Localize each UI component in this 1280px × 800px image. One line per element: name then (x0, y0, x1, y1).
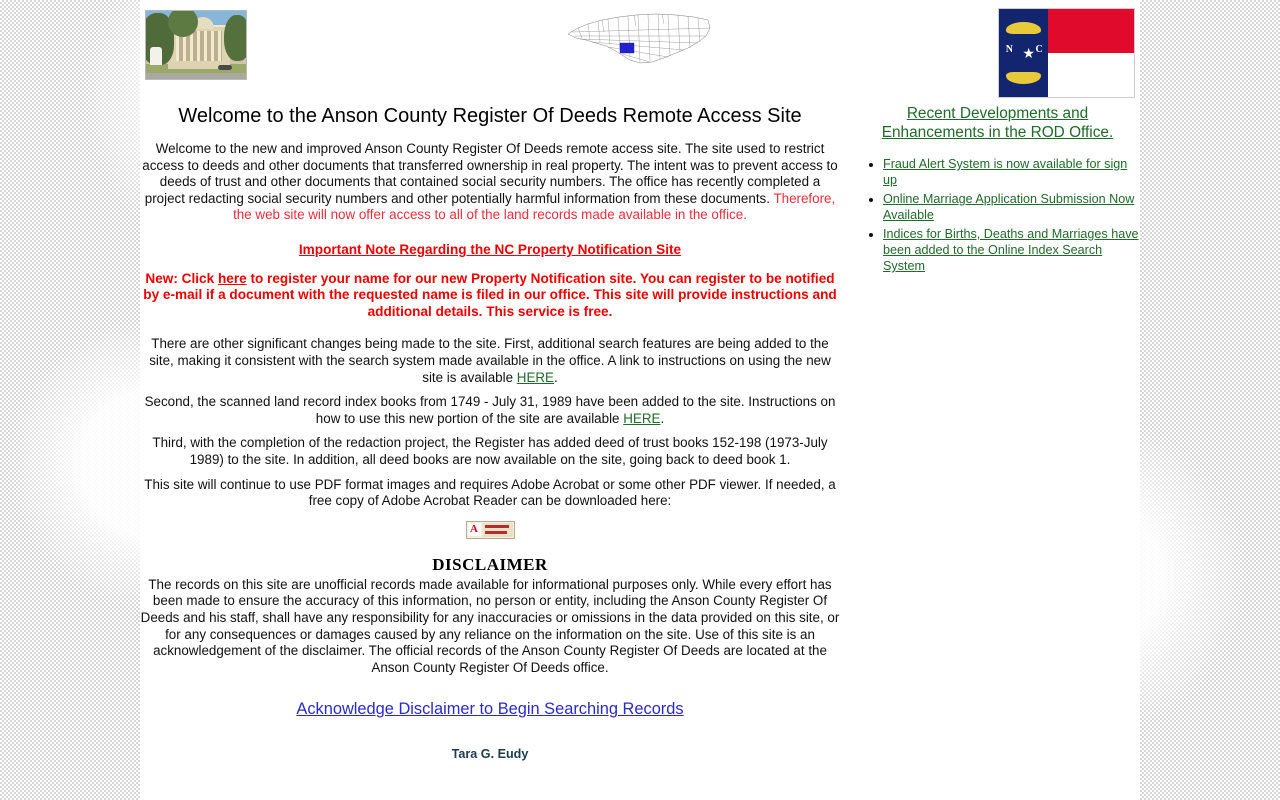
second-text-before: Second, the scanned land record index books from 1749 - July 31, 1989 have been added to the site. Instructions on how to use this new portion of the site are available (144, 394, 836, 426)
list-item (883, 156, 1140, 188)
badge-line-2 (485, 531, 507, 534)
disclaimer-heading: DISCLAIMER (432, 554, 548, 574)
header-banner (140, 0, 1140, 95)
sidebar-title-line-1: Recent Developments and (906, 105, 1089, 122)
first-text-before: There are other significant changes being made to the site. First, additional search features are being added to the site, making it consistent with the search system made available in the office. A link to instructions on using the new site is available (149, 336, 831, 385)
tree-icon (224, 15, 247, 61)
changes-paragraph-first (140, 336, 840, 386)
second-text-after: . (660, 410, 665, 426)
main-content (140, 104, 840, 761)
sidebar (855, 104, 1140, 277)
note-text-before: New: Click (145, 270, 218, 286)
flag-red-bar (1048, 9, 1134, 53)
flag-white-bar (1048, 53, 1134, 97)
changes-paragraph-second (140, 394, 840, 427)
sidebar-item-online-marriage[interactable]: Online Marriage Application Submission Now Available (883, 192, 1135, 222)
flag-letter-n: N (1005, 44, 1013, 56)
pdf-requirements-paragraph: This site will continue to use PDF format images and requires Adobe Acrobat or some other PDF viewer. If needed, a free copy of Adobe Acrobat Reader can be downloaded here: (144, 476, 836, 509)
instructions-here-link-2[interactable]: HERE (623, 410, 661, 426)
flag-top-scroll (1006, 22, 1041, 33)
sidebar-item-fraud-alert[interactable]: Fraud Alert System is now available for sign up (883, 157, 1128, 187)
intro-text-red: Therefore, the web site will now offer access to all of the land records made available in the office. (233, 190, 836, 223)
property-notification-heading: Important Note Regarding the NC Property Notification Site (298, 241, 682, 257)
disclaimer-body: The records on this site are unofficial records made available for informational purposes only. While every effort has been made to ensure the accuracy of this information, no person or entity, including the Anson County Register Of Deeds and his staff, shall have any responsibility for any inaccuracies or omissions in the data provided on this site, or for any consequences or damages caused by any reliance on the information on the site. Use of this site is an acknowledgement of the disclaimer. The official records of the Anson County Register Of Deeds are located at the Anson County Register Of Deeds office. (140, 576, 840, 675)
get-acrobat-reader-badge[interactable] (466, 521, 515, 539)
page-title: Welcome to the Anson County Register Of Deeds Remote Access Site (178, 105, 802, 127)
acknowledge-disclaimer-link[interactable]: Acknowledge Disclaimer to Begin Searching Records (296, 700, 684, 719)
register-of-deeds-signature: Tara G. Eudy (451, 747, 529, 762)
acknowledge-link-wrapper (140, 700, 840, 719)
intro-paragraph (140, 141, 840, 224)
list-item (883, 226, 1140, 274)
sidebar-announcement-list (855, 156, 1140, 274)
sidebar-title-line-2: Enhancements in the ROD Office. (881, 124, 1114, 141)
sidebar-title (855, 104, 1140, 142)
changes-paragraph-third: Third, with the completion of the redaction project, the Register has added deed of trust books 152-198 (1973-July 1989) to the site. In addition, all deed books are now available on the site, going back to deed book 1. (152, 435, 828, 468)
flag-letter-c: C (1035, 44, 1043, 56)
intro-text-black: Welcome to the new and improved Anson County Register Of Deeds remote access site. The site used to restrict access to deeds and other documents that transferred ownership in real property. The intent was to prevent access to deeds of trust and other documents that contained social security numbers. The office has recently completed a project redacting social security numbers and other potentially harmful information from these documents. (142, 141, 838, 206)
property-notification-here-link[interactable]: here (217, 270, 247, 286)
sidebar-item-indices-bdm[interactable]: Indices for Births, Deaths and Marriages have been added to the Online Index Search System (883, 227, 1139, 273)
courthouse-road (146, 73, 246, 79)
car-icon (218, 65, 232, 70)
anson-county-highlight (620, 43, 634, 53)
courthouse-monument (150, 47, 162, 65)
note-text-after: to register your name for our new Property Notification site. You can register to be notified by e-mail if a document with the requested name is filed in our office. This site will provide instructions and additional details. This service is free. (143, 270, 837, 319)
list-item (883, 191, 1140, 223)
recent-developments-link[interactable] (882, 105, 1114, 141)
star-icon: ★ (1022, 44, 1035, 61)
acrobat-badge-text (483, 523, 513, 537)
courthouse-photo (145, 10, 247, 80)
adobe-a-icon: A (468, 523, 481, 536)
badge-line-1 (485, 525, 509, 528)
nc-state-flag (998, 8, 1135, 98)
north-carolina-county-map (564, 8, 716, 70)
property-notification-paragraph (140, 271, 840, 321)
instructions-here-link-1[interactable]: HERE (516, 369, 554, 385)
first-text-after: . (554, 369, 558, 385)
